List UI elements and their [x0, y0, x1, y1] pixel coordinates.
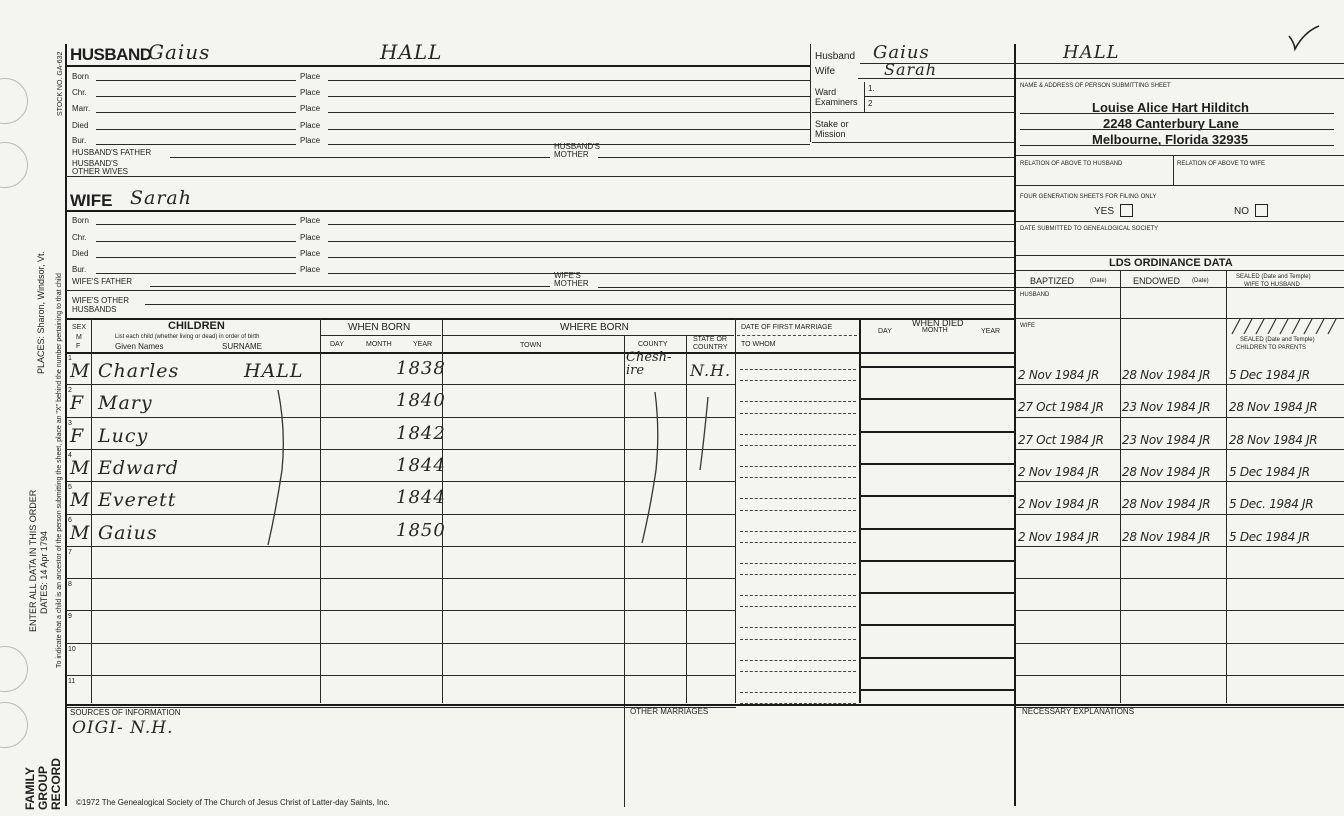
husband-died-place-label: Place [300, 121, 321, 130]
row-line [66, 546, 736, 547]
row-line [860, 592, 1014, 594]
copyright: ©1972 The Genealogical Society of The Church of Jesus Christ of Latter-day Saints, Inc. [76, 798, 390, 807]
child-baptized: 27 Oct 1984 JR [1018, 433, 1104, 447]
child-given-name: Charles [98, 360, 180, 382]
ward-1: 1. [868, 84, 875, 93]
child-baptized: 2 Nov 1984 JR [1018, 530, 1100, 544]
child-endowed: 28 Nov 1984 JR [1122, 465, 1211, 479]
endowed-date-label: (Date) [1192, 278, 1209, 284]
child-county: Chesh- ire [626, 350, 672, 378]
row-line [1016, 610, 1344, 611]
row-line [66, 643, 736, 644]
row-line [1016, 514, 1344, 515]
row-line [740, 477, 856, 478]
child-birth-year: 1842 [396, 423, 446, 444]
sealed-hatch [1226, 318, 1344, 335]
husband-bur-label: Bur. [72, 136, 87, 145]
date-submitted-label: DATE SUBMITTED TO GENEALOGICAL SOCIETY [1020, 226, 1159, 232]
sources-value: OIGI- N.H. [72, 718, 174, 738]
row-line [860, 463, 1014, 465]
relation-to-wife-label: RELATION OF ABOVE TO WIFE [1177, 161, 1266, 167]
row-line [66, 578, 736, 579]
children-header: CHILDREN [168, 320, 225, 332]
husband-died-label: Died [72, 121, 89, 130]
husband-marr-label: Marr. [72, 104, 91, 113]
row-line [740, 595, 856, 596]
child-sex: M [70, 360, 91, 382]
child-endowed: 28 Nov 1984 JR [1122, 368, 1211, 382]
child-endowed: 28 Nov 1984 JR [1122, 530, 1211, 544]
child-birth-year: 1844 [396, 487, 446, 508]
row-line [66, 514, 736, 515]
no-label: NO [1234, 206, 1249, 217]
child-birth-year: 1838 [396, 358, 446, 379]
husbands-mother-label-2: MOTHER [554, 150, 589, 159]
state-header-2: COUNTRY [693, 344, 728, 351]
husband-born-place-label: Place [300, 72, 321, 81]
row-line [860, 495, 1014, 497]
no-checkbox[interactable] [1255, 204, 1268, 217]
row-line [740, 445, 856, 446]
summary-husband-surname: HALL [1063, 42, 1120, 63]
summary-wife-given: Sarah [884, 60, 937, 79]
wife-bur-place-label: Place [300, 265, 321, 274]
children-instruction: List each child (whether living or dead) in order of birth [115, 334, 260, 340]
row-line [740, 434, 856, 435]
child-sealed: 28 Nov 1984 JR [1229, 400, 1318, 414]
child-sex: F [70, 425, 85, 447]
row-line [860, 624, 1014, 626]
to-whom-header: TO WHOM [741, 341, 776, 348]
child-number: 1 [68, 355, 72, 362]
child-number: 2 [68, 387, 72, 394]
relation-to-husband-label: RELATION OF ABOVE TO HUSBAND [1020, 161, 1123, 167]
other-marriages-label: OTHER MARRIAGES [630, 707, 709, 716]
sex-f-header: F [76, 343, 81, 350]
husband-bur-place-label: Place [300, 136, 321, 145]
row-line [740, 380, 856, 381]
row-line [740, 542, 856, 543]
sources-label: SOURCES OF INFORMATION [70, 708, 181, 717]
wife-label: WIFE [70, 191, 113, 210]
row-line [66, 417, 736, 418]
when-died-header: WHEN DIED [912, 318, 964, 328]
husband-born-label: Born [72, 72, 89, 81]
row-line [1016, 546, 1344, 547]
child-sex: M [70, 489, 91, 511]
row-line [860, 398, 1014, 400]
necessary-explanations-label: NECESSARY EXPLANATIONS [1022, 707, 1135, 716]
county-header: COUNTY [638, 341, 668, 348]
row-line [740, 510, 856, 511]
wife-chr-place-label: Place [300, 233, 321, 242]
endowed-label: ENDOWED [1133, 276, 1180, 286]
wifes-other-husbands-2: HUSBANDS [72, 305, 117, 314]
born-day-header: DAY [330, 341, 344, 348]
child-given-name: Mary [98, 392, 153, 414]
family-title-1: FAMILY [23, 767, 37, 810]
state-header-1: STATE OR [693, 336, 727, 343]
row-line [740, 574, 856, 575]
when-born-header: WHEN BORN [348, 322, 411, 333]
sealed-wife-label-1: SEALED (Date and Temple) [1236, 274, 1311, 280]
row-line [740, 563, 856, 564]
wifes-mother-label-1: WIFE'S [554, 271, 581, 280]
wife-born-label: Born [72, 216, 89, 225]
check-icon [1286, 24, 1322, 52]
punch-hole [0, 702, 28, 748]
sealed-wife-label-2: WIFE TO HUSBAND [1244, 282, 1300, 288]
first-marriage-header: DATE OF FIRST MARRIAGE [741, 324, 833, 331]
row-line [740, 498, 856, 499]
row-line [740, 369, 856, 370]
child-birth-year: 1840 [396, 390, 446, 411]
row-line [66, 449, 736, 450]
child-number: 6 [68, 517, 72, 524]
died-year-header: YEAR [981, 328, 1001, 335]
wife-born-place-label: Place [300, 216, 321, 225]
where-born-header: WHERE BORN [560, 322, 629, 333]
wife-chr-label: Chr. [72, 233, 87, 242]
baptized-label: BAPTIZED [1030, 276, 1075, 286]
child-number: 10 [68, 646, 76, 653]
wife-died-place-label: Place [300, 249, 321, 258]
husbands-other-wives-1: HUSBAND'S [72, 159, 118, 168]
died-month-header: MONTH [922, 327, 948, 334]
child-baptized: 27 Oct 1984 JR [1018, 400, 1104, 414]
child-number: 3 [68, 420, 72, 427]
husband-given-name: Gaius [148, 40, 211, 64]
examiners-label: Examiners [815, 97, 858, 107]
sealed-children-label-2: CHILDREN TO PARENTS [1236, 345, 1307, 351]
summary-husband-given: Gaius [873, 42, 930, 63]
child-birth-year: 1844 [396, 455, 446, 476]
child-sealed: 5 Dec 1984 JR [1229, 368, 1310, 382]
child-number: 11 [68, 678, 76, 685]
ward-label: Ward [815, 87, 837, 97]
child-baptized: 2 Nov 1984 JR [1018, 368, 1100, 382]
row-line [860, 528, 1014, 530]
born-year-header: YEAR [413, 341, 433, 348]
given-names-header: Given Names [115, 342, 164, 351]
row-line [740, 531, 856, 532]
husbands-other-wives-2: OTHER WIVES [72, 167, 129, 176]
town-header: TOWN [520, 342, 542, 349]
child-sealed: 5 Dec. 1984 JR [1229, 497, 1314, 511]
child-endowed: 23 Nov 1984 JR [1122, 400, 1211, 414]
wife-bur-label: Bur. [72, 265, 87, 274]
punch-hole [0, 78, 28, 124]
row-line [860, 657, 1014, 659]
child-state: N.H. [690, 361, 732, 380]
row-line [740, 413, 856, 414]
child-given-name: Edward [98, 457, 179, 479]
child-number: 5 [68, 484, 72, 491]
submitter-label: NAME & ADDRESS OF PERSON SUBMITTING SHEET [1020, 83, 1171, 89]
child-number: 9 [68, 613, 72, 620]
wifes-mother-label-2: MOTHER [554, 279, 589, 288]
sex-header: SEX [72, 324, 87, 331]
lds-husband-label: HUSBAND [1020, 292, 1050, 298]
sex-m-header: M [76, 334, 82, 341]
child-endowed: 23 Nov 1984 JR [1122, 433, 1211, 447]
stock-number: STOCK NO. GA-632 [57, 51, 64, 116]
child-birth-year: 1850 [396, 520, 446, 541]
wife-died-label: Died [72, 249, 89, 258]
child-given-name: Gaius [98, 522, 158, 544]
row-line [740, 671, 856, 672]
row-line [740, 401, 856, 402]
surname-header: SURNAME [222, 342, 263, 351]
child-sex: M [70, 457, 91, 479]
enter-all-data: ENTER ALL DATA IN THIS ORDER [28, 489, 38, 632]
husbands-father-label: HUSBAND'S FATHER [72, 148, 152, 157]
child-sealed: 5 Dec 1984 JR [1229, 530, 1310, 544]
row-line [740, 627, 856, 628]
husband-chr-place-label: Place [300, 88, 321, 97]
row-line [1016, 384, 1344, 385]
row-line [860, 689, 1014, 691]
dates-note: DATES: 14 Apr 1794 [39, 531, 49, 614]
row-line [66, 675, 736, 676]
yes-checkbox[interactable] [1120, 204, 1133, 217]
lds-ordinance-title: LDS ORDINANCE DATA [1109, 257, 1233, 269]
places-note: PLACES: Sharon, Windsor, Vt. [36, 250, 46, 374]
born-month-header: MONTH [366, 341, 392, 348]
family-title-2: GROUP [36, 765, 50, 810]
husband-marr-place-label: Place [300, 104, 321, 113]
child-baptized: 2 Nov 1984 JR [1018, 497, 1100, 511]
row-line [740, 466, 856, 467]
husbands-mother-label-1: HUSBAND'S [554, 142, 600, 151]
row-line [860, 431, 1014, 433]
child-sealed: 5 Dec 1984 JR [1229, 465, 1310, 479]
child-number: 4 [68, 452, 72, 459]
wifes-father-label: WIFE'S FATHER [72, 277, 133, 286]
died-day-header: DAY [878, 328, 892, 335]
child-sex: M [70, 522, 91, 544]
sealed-children-label-1: SEALED (Date and Temple) [1240, 337, 1315, 343]
submitter-street: 2248 Canterbury Lane [1103, 116, 1239, 131]
wifes-other-husbands-1: WIFE'S OTHER [72, 296, 130, 305]
four-generation-label: FOUR GENERATION SHEETS FOR FILING ONLY [1020, 194, 1157, 200]
row-line [66, 481, 736, 482]
child-sealed: 28 Nov 1984 JR [1229, 433, 1318, 447]
row-line [66, 384, 736, 385]
baptized-date-label: (Date) [1090, 278, 1107, 284]
child-number: 8 [68, 581, 72, 588]
row-line [860, 366, 1014, 368]
row-line [860, 560, 1014, 562]
family-title-3: RECORD [49, 757, 63, 810]
child-baptized: 2 Nov 1984 JR [1018, 465, 1100, 479]
child-number: 7 [68, 549, 72, 556]
row-line [66, 610, 736, 611]
child-given-name: Lucy [98, 425, 149, 447]
mission-label: Mission [815, 129, 846, 139]
row-line [1016, 417, 1344, 418]
stake-label: Stake or [815, 119, 849, 129]
row-line [1016, 449, 1344, 450]
row-line [740, 639, 856, 640]
ancestor-instruction: To indicate that a child is an ancestor of the person submitting the sheet, place an "X" behind the number pertaining to that child [56, 273, 63, 668]
husband-label: HUSBAND [70, 45, 152, 64]
child-sex: F [70, 392, 85, 414]
row-line [740, 692, 856, 693]
summary-wife-label: Wife [815, 66, 835, 77]
submitter-name: Louise Alice Hart Hilditch [1092, 100, 1249, 115]
wife-given-name: Sarah [130, 187, 192, 209]
row-line [1016, 578, 1344, 579]
child-surname: HALL [244, 360, 304, 382]
row-line [1016, 643, 1344, 644]
husband-surname: HALL [380, 40, 443, 64]
child-given-name: Everett [98, 489, 177, 511]
ward-2: 2 [868, 99, 873, 108]
husband-chr-label: Chr. [72, 88, 87, 97]
child-endowed: 28 Nov 1984 JR [1122, 497, 1211, 511]
row-line [740, 660, 856, 661]
lds-wife-label: WIFE [1020, 323, 1035, 329]
summary-husband-label: Husband [815, 51, 856, 62]
punch-hole [0, 646, 28, 692]
submitter-city: Melbourne, Florida 32935 [1092, 132, 1249, 147]
punch-hole [0, 142, 28, 188]
yes-label: YES [1094, 206, 1115, 217]
row-line [740, 606, 856, 607]
row-line [1016, 675, 1344, 676]
row-line [1016, 481, 1344, 482]
